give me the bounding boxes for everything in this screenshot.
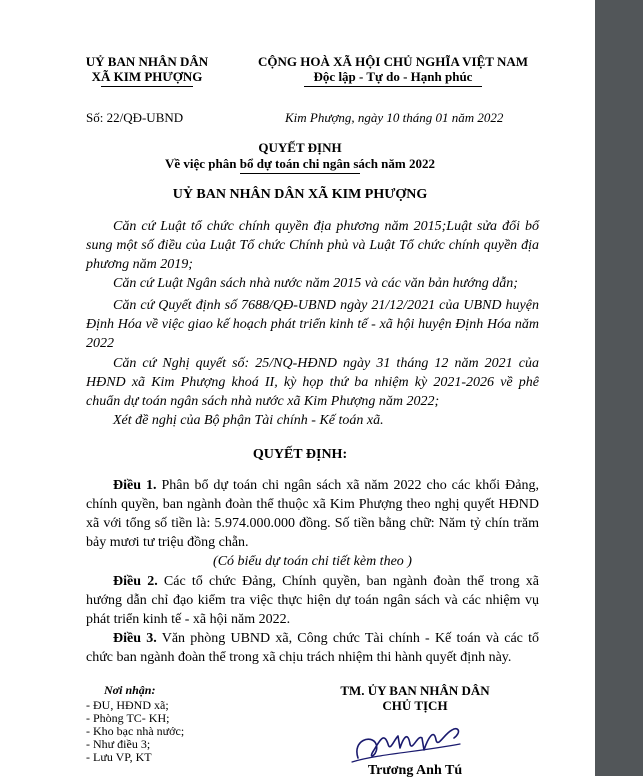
recipient-item: - Như điều 3;	[86, 737, 151, 751]
signature-position: CHỦ TỊCH	[382, 698, 448, 713]
document-type: QUYẾT ĐỊNH	[258, 140, 342, 155]
article-1-label: Điều 1.	[113, 478, 157, 493]
motto-underline	[304, 86, 482, 87]
recipient-item: - Lưu VP, KT	[86, 750, 152, 764]
article-3	[86, 629, 539, 667]
basis-4: Căn cứ Nghị quyết số: 25/NQ-HĐND ngày 31 tháng 12 năm 2021 của HĐND xã Kim Phượng khoá II, kỳ họp thứ ba nhiệm kỳ 2021-2026 về phê chuẩn dự toán ngân sách nhà nước xã Kim Phượng năm 2022;	[86, 356, 539, 409]
signer-name: Trương Anh Tú	[367, 763, 463, 778]
authority-title: UỶ BAN NHÂN DÂN XÃ KIM PHƯỢNG	[172, 187, 428, 202]
decision-heading: QUYẾT ĐỊNH:	[252, 447, 348, 462]
signature-on-behalf: TM. ỦY BAN NHÂN DÂN	[340, 683, 490, 698]
article-1-text: Phân bổ dự toán chi ngân sách xã năm 2022 cho các khối Đảng, chính quyền, ban ngành đoàn thể thuộc xã Kim Phượng theo nghị quyết HĐND xã với tổng số tiền là: 5.974.000.000 đồng. Số tiền bằng chữ: Năm tỷ chín trăm bảy mươi tư triệu đồng chẵn.	[86, 478, 539, 550]
issuer-line2: XÃ KIM PHƯỢNG	[91, 69, 203, 84]
document-subject: Về việc phân bổ dự toán chi ngân sách năm 2022	[164, 156, 435, 171]
viewer-side-panel	[595, 0, 643, 776]
article-1-note: (Có biểu dự toán chi tiết kèm theo )	[213, 554, 412, 569]
place-date: Kim Phượng, ngày 10 tháng 01 năm 2022	[285, 110, 504, 125]
recipients-heading: Nơi nhận:	[104, 683, 156, 697]
article-2	[86, 572, 539, 629]
article-1	[86, 476, 539, 552]
recipient-item: - ĐU, HĐND xã;	[86, 698, 169, 712]
issuer-line1: UỶ BAN NHÂN DÂN	[85, 54, 209, 69]
recipient-item: - Phòng TC- KH;	[86, 711, 170, 725]
basis-1: Căn cứ Luật tổ chức chính quyền địa phương năm 2015;Luật sửa đổi bổ sung một số điều của Luật Tổ chức Chính phủ và Luật Tổ chức chính quyền địa phương năm 2019;	[86, 219, 539, 272]
document-number: Số: 22/QĐ-UBND	[86, 110, 184, 125]
basis-2: Căn cứ Luật Ngân sách nhà nước năm 2015 và các văn bản hướng dẫn;	[113, 276, 518, 291]
basis-5: Xét đề nghị của Bộ phận Tài chính - Kế toán xã.	[113, 413, 384, 428]
article-3-text: Văn phòng UBND xã, Công chức Tài chính - Kế toán và các tổ chức ban ngành đoàn thể trong xã chịu trách nhiệm thi hành quyết định này.	[86, 631, 540, 665]
article-3-label: Điều 3.	[113, 631, 157, 646]
basis-3: Căn cứ Quyết định số 7688/QĐ-UBND ngày 21/12/2021 của UBND huyện Định Hóa về việc giao kế hoạch phát triển kinh tế - xã hội huyện Định Hóa năm 2022	[86, 298, 539, 351]
article-2-label: Điều 2.	[113, 574, 158, 589]
national-title: CỘNG HOÀ XÃ HỘI CHỦ NGHĨA VIỆT NAM	[257, 54, 529, 69]
national-motto: Độc lập - Tự do - Hạnh phúc	[313, 69, 473, 84]
subject-underline	[240, 173, 360, 174]
article-2-text: Các tổ chức Đảng, Chính quyền, ban ngành đoàn thể trong xã hướng dẫn chỉ đạo kiểm tra việc thực hiện dự toán ngân sách và các nhiệm vụ phát triển kinh tế - xã hội năm 2022.	[86, 574, 540, 627]
issuer-underline	[101, 86, 193, 87]
handwritten-signature	[348, 714, 468, 766]
recipient-item: - Kho bạc nhà nước;	[86, 724, 185, 738]
